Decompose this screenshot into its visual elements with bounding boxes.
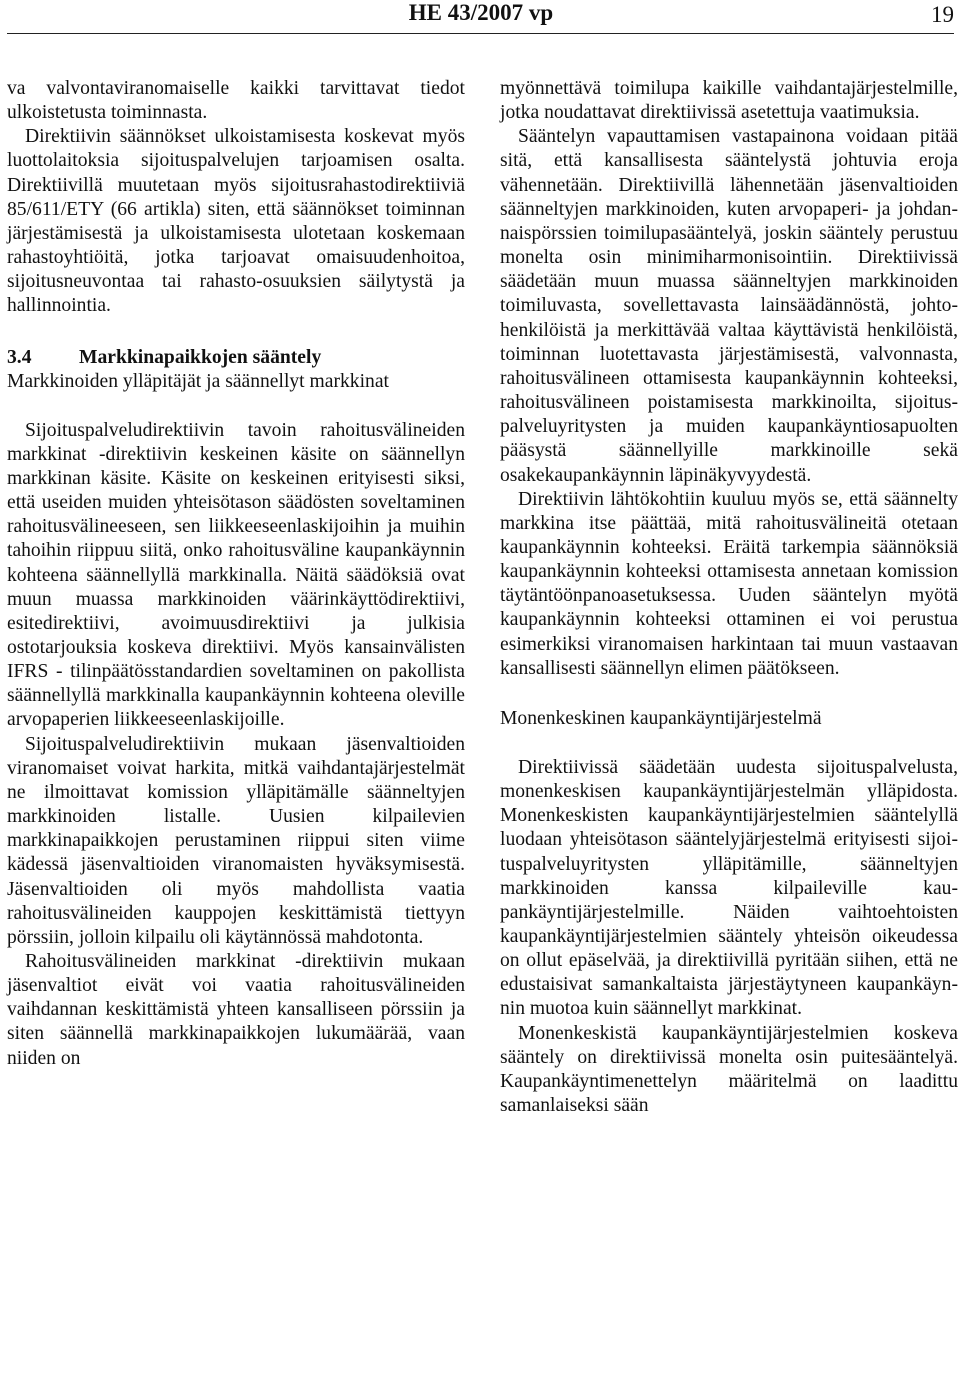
running-header-title: HE 43/2007 vp: [408, 0, 554, 25]
header-rule: [7, 33, 954, 34]
left-paragraph-2: Direktiivin säännökset ulkoistamisesta koskevat myös luottolaitoksia sijoituspalvelujen tarjoamisen osalta. Direktiivillä muutetaan myös sijoitusrahastodirektiiviä 85/611/ETY (66 artikla) siten, että säännökset toiminnan järjestämisestä ja ulkoistamisesta ulotetaan koskemaan rahastoyhtiöitä, jotka tarjoavat omaisuudenhoitoa, sijoitusneuvontaa tai rahasto-osuuksien säilytystä ja hallinnointia.: [7, 126, 465, 317]
section-number: 3.4: [7, 346, 32, 368]
right-paragraph-5: Monenkeskistä kaupankäyntijärjestelmien koskeva sääntely on direktiivissä monelta osin puitesääntelyä. Kaupankäyntimenettelyn määritelmä on laadittu samanlaiseksi sään: [500, 1022, 958, 1117]
left-paragraph-4: Sijoituspalveludirektiivin mukaan jäsenvaltioiden viranomaiset voivat harkita, mitkä vaihdantajärjestelmät ne ilmoittavat komission ylläpitämälle säänneltyjen markkinoiden listalle. Uusien kilpailevien markkinapaikkojen perustaminen riippui siten viime kädessä jäsenvaltioiden viranomaisten hyväksymisestä. Jäsenvaltioiden oli myös mahdollista vaatia rahoitusvälineiden kauppojen keskittämistä tiettyyn pörssiin, jolloin kilpailu oli käytännössä mahdotonta.: [7, 733, 465, 948]
section-heading: [7, 346, 465, 370]
section-title: Markkinapaikkojen sääntely: [79, 346, 322, 368]
right-paragraph-4: Direktiivissä säädetään uudesta sijoituspalvelusta, monenkeskisen kaupankäyntijärjestelmän ylläpidosta. Monenkeskisten kaupankäyntijärjestelmien sääntelyllä luodaan yhteisötason sääntelyjärjestelmä erityisesti sijoituspalveluyritysten ylläpitämille, säänneltyjen markkinoiden kanssa kilpaileville kaupankäyntijärjestelmille. Näiden vaihtoehtoisten kaupankäyntijärjestelmien sääntely yhteisön oikeudessa on ollut epäselvää, ja direktiivillä pyritään siihen, että ne edustaisivat samankaltaista järjestäytyneen kaupankäynnin muotoa kuin säännellyt markkinat.: [500, 756, 958, 1020]
page-number: 19: [931, 2, 954, 27]
left-paragraph-1: va valvontaviranomaiselle kaikki tarvittavat tiedot ulkoistetusta toiminnasta.: [7, 78, 465, 124]
left-paragraph-5: Rahoitusvälineiden markkinat -direktiivin mukaan jäsenvaltiot eivät voi vaatia rahoitusvälineiden vaihdannan keskittämistä yhteen kansalliseen pörssiin ja siten säännellä markkinapaikkojen lukumäärää, vaan niiden on: [7, 951, 465, 1069]
right-paragraph-1: myönnettävä toimilupa kaikille vaihdantajärjestelmille, jotka noudattavat direktiivissä asetettuja vaatimuksia.: [500, 78, 958, 124]
left-column: [7, 77, 465, 1071]
right-paragraph-3: Direktiivin lähtökohtiin kuuluu myös se, että säännelty markkina itse päättää, mitä rahoitusvälineitä otetaan kaupankäynnin kohteeksi. Eräitä tarkempia säännöksiä kaupankäynnin kohteeksi ottamisesta annetaan komission täytäntöönpanoasetuksessa. Uuden sääntelyn myötä kaupankäynnin kohteeksi ottaminen ei voi perustua esimerkiksi viranomaisen harkintaan tai muun vastaavan kansallisesti säännellyn elimen päätökseen.: [500, 488, 958, 679]
right-paragraph-2: Sääntelyn vapauttamisen vastapainona voidaan pitää sitä, että kansallisesta sääntelystä johtuvia eroja vähennetään. Direktiivillä lähennetään jäsenvaltioiden säänneltyjen markkinoiden, kuten arvopaperi- ja johdannaispörssien toimilupasääntelyä, joskin sääntely perustuu monelta osin minimiharmonisointiin. Direktiivissä säädetään muun muassa säänneltyjen markkinoiden toimiluvasta, sovellettavasta lainsäädännöstä, johtohenkilöistä ja merkittävää valtaa käyttävistä henkilöistä, toiminnan luotettavasta järjestämisestä, valvonnasta, rahoitusvälineen ottamisesta kaupankäynnin kohteeksi, rahoitusvälineen poistamisesta markkinoilta, sijoituspalveluyritysten ja muiden kaupankäyntiosapuolten pääsystä säännellyille markkinoille sekä osakekaupankäynnin läpinäkyvyydestä.: [500, 126, 958, 486]
right-subheading: Monenkeskinen kaupankäyntijärjestelmä: [500, 707, 822, 729]
left-paragraph-3: Sijoituspalveludirektiivin tavoin rahoitusvälineiden markkinat -direktiivin keskeinen käsite on säännellyn markkinan käsite. Käsite on keskeinen erityisesti siksi, että useiden muiden yhteisötason säädösten soveltaminen rahoitusvälineeseen, sen liikkeeseenlaskijoihin ja muihin tahoihin riippuu siitä, onko rahoitusväline kaupankäynnin kohteena säännellyllä markkinalla. Näitä säädöksiä ovat muun muassa markkinoiden väärinkäyttödirektiivi, esitedirektiivi, avoimuusdirektiivi ja julkisia ostotarjouksia koskeva direktiivi. Myös kansainvälisten IFRS - tilinpäätösstandardien soveltaminen on pakollista säännellyllä markkinalla kaupankäynnin kohteena oleville arvopaperien liikkeeseenlaskijoille.: [7, 419, 465, 731]
right-column: [500, 77, 958, 1118]
left-subheading: Markkinoiden ylläpitäjät ja säännellyt markkinat: [7, 370, 389, 392]
